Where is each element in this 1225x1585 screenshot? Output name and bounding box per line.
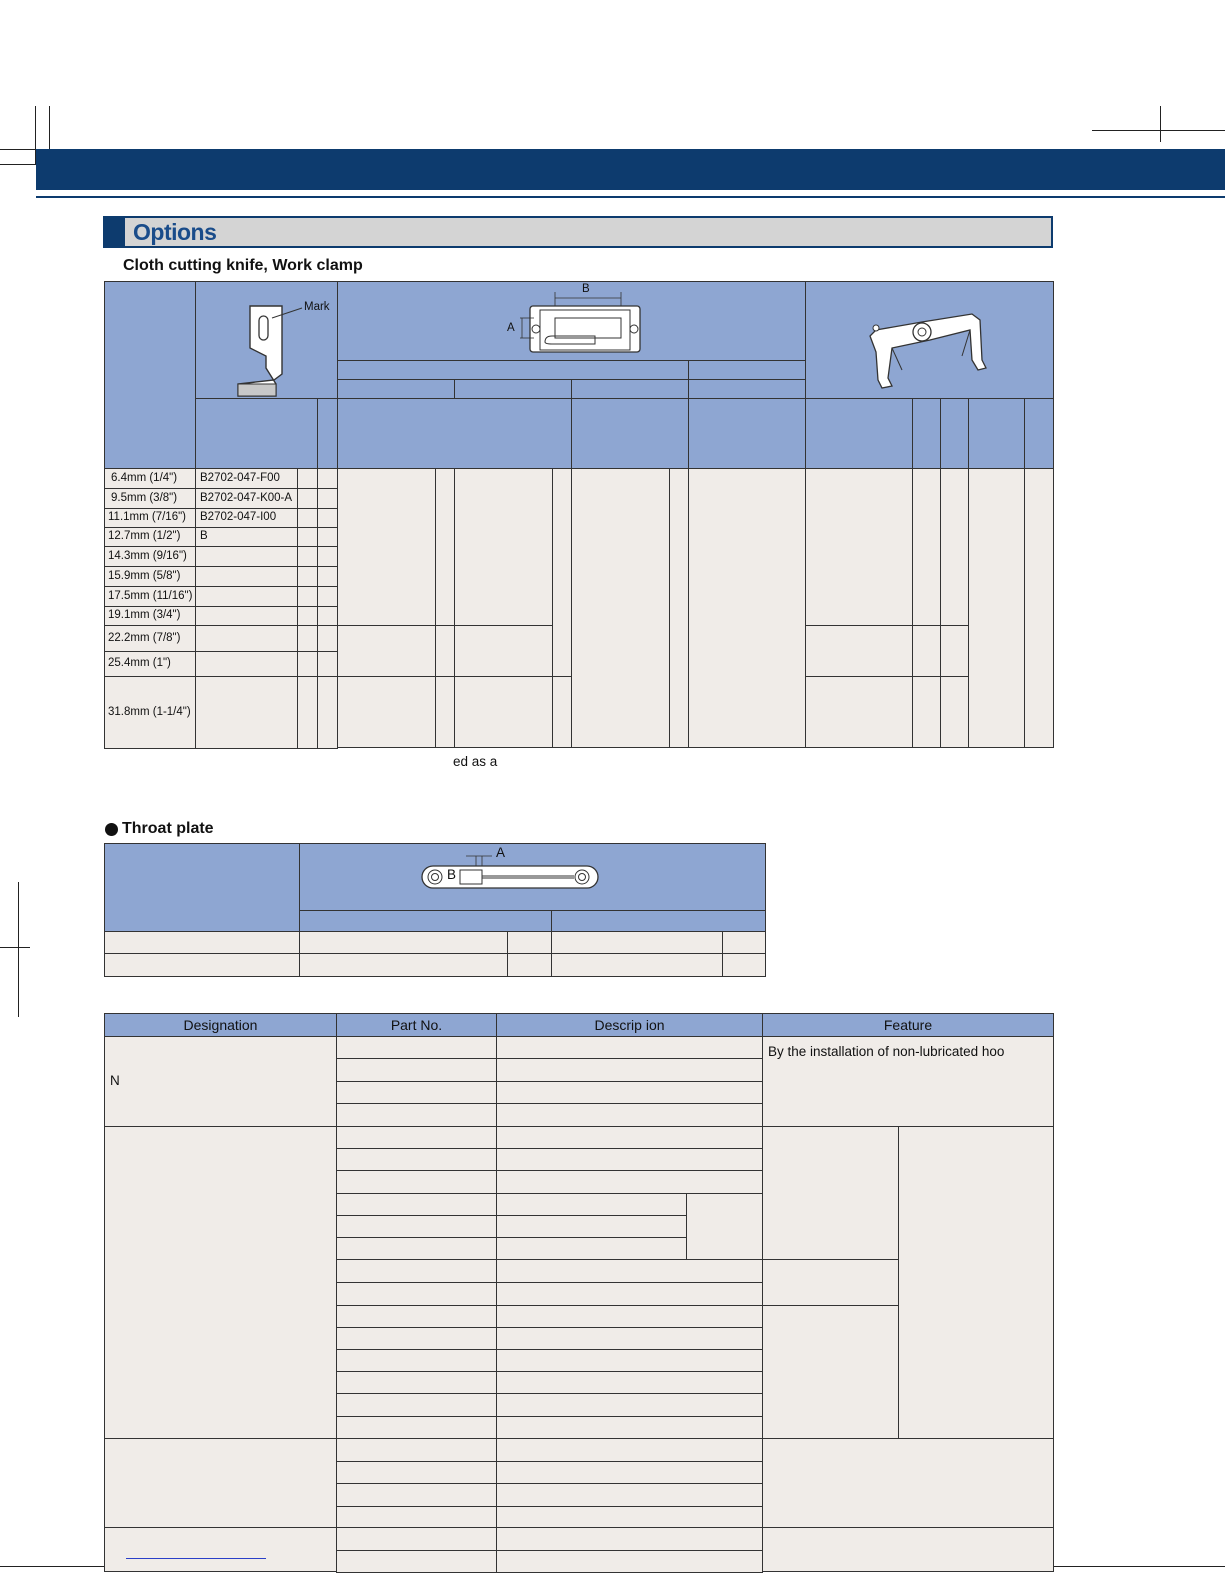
knife-qty-cell bbox=[297, 586, 318, 607]
section-title-throat-plate: Throat plate bbox=[122, 820, 214, 837]
size-text: 9.5mm (3/8") bbox=[111, 491, 178, 504]
description-cell bbox=[496, 1193, 687, 1216]
knife-part-cell bbox=[195, 606, 298, 626]
knife-part-number: B2702-047-K00-A bbox=[200, 491, 293, 504]
size-text: 11.1mm (7/16") bbox=[108, 511, 187, 523]
table2-cell bbox=[722, 931, 766, 954]
part-no-cell bbox=[336, 1148, 497, 1171]
part-no-cell bbox=[336, 1327, 497, 1350]
knife-part-cell bbox=[195, 586, 298, 607]
bullet-icon bbox=[105, 823, 118, 836]
table1-merged-cell bbox=[435, 676, 455, 748]
description-cell bbox=[496, 1527, 763, 1551]
part-no-cell bbox=[336, 1081, 497, 1104]
knife-qty-cell bbox=[297, 676, 318, 749]
crop-mark bbox=[0, 164, 36, 165]
table2-cell bbox=[507, 931, 552, 954]
knife-qty-cell bbox=[317, 651, 338, 677]
table2-cell bbox=[551, 953, 723, 977]
designation-cell bbox=[104, 1527, 337, 1572]
knife-part-cell bbox=[195, 546, 298, 567]
knife-qty-cell bbox=[317, 676, 338, 749]
size-cell bbox=[104, 651, 196, 677]
throat-dim-b: B bbox=[447, 867, 457, 882]
header-part-no: Part No. bbox=[336, 1013, 497, 1037]
description-cell bbox=[496, 1327, 763, 1350]
header-band bbox=[36, 149, 1225, 190]
table1-merged-cell bbox=[912, 676, 941, 748]
table1-merged-cell bbox=[435, 625, 455, 677]
size-text: 14.3mm (9/16") bbox=[108, 549, 187, 562]
knife-part-cell bbox=[195, 676, 298, 749]
size-cell bbox=[104, 488, 196, 509]
size-text: 25.4mm (1") bbox=[108, 657, 171, 669]
table1-merged-cell bbox=[454, 468, 553, 626]
description-cell bbox=[496, 1305, 763, 1328]
table1-merged-cell bbox=[940, 676, 969, 748]
table2-header-sub2 bbox=[551, 910, 766, 932]
feature-cell bbox=[762, 1305, 899, 1439]
table1-merged-cell bbox=[968, 468, 1025, 748]
part-no-cell bbox=[336, 1483, 497, 1507]
part-no-cell bbox=[336, 1550, 497, 1573]
table1-header-plate-group-a bbox=[337, 360, 689, 380]
size-cell bbox=[104, 606, 196, 626]
size-text: 17.5mm (11/16") bbox=[108, 589, 193, 602]
crop-mark bbox=[0, 947, 30, 948]
description-cell bbox=[496, 1237, 687, 1260]
part-no-cell bbox=[336, 1371, 497, 1394]
knife-qty-cell bbox=[297, 651, 318, 677]
knife-part-cell bbox=[195, 566, 298, 587]
table1-merged-cell bbox=[912, 625, 941, 677]
knife-qty-cell bbox=[297, 468, 318, 489]
table1-merged-cell bbox=[940, 468, 969, 626]
feature-cell bbox=[762, 1438, 1054, 1528]
knife-qty-cell bbox=[317, 508, 338, 528]
table1-header-plate-c4 bbox=[688, 379, 806, 399]
size-text: 31.8mm (1-1/4") bbox=[108, 705, 191, 718]
table1-merged-cell bbox=[337, 468, 436, 626]
table1-merged-cell bbox=[669, 468, 689, 748]
size-text: 6.4mm (1/4") bbox=[111, 471, 178, 484]
description-cell bbox=[496, 1416, 763, 1439]
table1-merged-cell bbox=[454, 676, 553, 748]
part-no-cell bbox=[336, 1527, 497, 1551]
knife-qty-cell bbox=[297, 606, 318, 626]
part-no-cell bbox=[336, 1126, 497, 1149]
feature-cell bbox=[762, 1527, 1054, 1572]
size-cell bbox=[104, 625, 196, 652]
table1-merged-cell bbox=[552, 468, 572, 677]
knife-part-cell bbox=[195, 488, 298, 509]
header-designation: Designation bbox=[104, 1013, 337, 1037]
table2-cell bbox=[722, 953, 766, 977]
description-cell bbox=[496, 1349, 763, 1372]
plate-dim-b: B bbox=[582, 283, 590, 295]
knife-qty-cell bbox=[297, 488, 318, 509]
feature-text: By the installation of non-lubricated hoo bbox=[768, 1044, 1005, 1059]
description-cell bbox=[496, 1036, 763, 1059]
table1-merged-cell bbox=[1024, 468, 1054, 748]
feature-cell bbox=[898, 1126, 1054, 1439]
table1-merged-cell bbox=[805, 625, 913, 677]
footer-link-underline[interactable] bbox=[126, 1558, 266, 1559]
description-cell bbox=[496, 1506, 763, 1528]
size-cell bbox=[104, 527, 196, 547]
knife-qty-cell bbox=[317, 468, 338, 489]
knife-mark-label: Mark bbox=[304, 301, 330, 313]
header-rule bbox=[36, 196, 1225, 198]
part-no-cell bbox=[336, 1215, 497, 1238]
table1-header-col-size bbox=[104, 281, 196, 469]
knife-part-number: B2702-047-F00 bbox=[200, 471, 280, 484]
table2-header-col1 bbox=[104, 843, 300, 932]
part-no-cell bbox=[336, 1237, 497, 1260]
knife-qty-cell bbox=[317, 527, 338, 547]
knife-qty-cell bbox=[297, 566, 318, 587]
part-no-cell bbox=[336, 1282, 497, 1306]
part-no-cell bbox=[336, 1349, 497, 1372]
crop-mark bbox=[1092, 130, 1225, 131]
knife-qty-cell bbox=[297, 546, 318, 567]
table2-cell bbox=[104, 953, 300, 977]
description-cell bbox=[496, 1282, 763, 1306]
knife-part-cell bbox=[195, 527, 298, 547]
crop-mark bbox=[18, 882, 19, 1017]
crop-mark bbox=[49, 106, 50, 150]
table1-header-knife-sub2 bbox=[317, 398, 338, 469]
table1-merged-cell bbox=[337, 676, 436, 748]
table2-cell bbox=[551, 931, 723, 954]
knife-qty-cell bbox=[317, 566, 338, 587]
table1-merged-cell bbox=[805, 468, 913, 626]
table1-merged-cell bbox=[454, 625, 553, 677]
description-cell bbox=[496, 1103, 763, 1127]
table1-header-plate-d2 bbox=[571, 398, 689, 469]
size-cell bbox=[104, 468, 196, 489]
knife-qty-cell bbox=[317, 488, 338, 509]
knife-part-number: B bbox=[200, 530, 208, 542]
part-no-cell bbox=[336, 1259, 497, 1283]
feature-cell bbox=[762, 1126, 899, 1260]
designation-text: N bbox=[110, 1073, 120, 1088]
part-no-cell bbox=[336, 1506, 497, 1528]
options-title: Options bbox=[133, 219, 217, 245]
table1-note: ed as a bbox=[453, 754, 498, 769]
description-cell bbox=[496, 1058, 763, 1082]
description-cell bbox=[496, 1483, 763, 1507]
description-cell bbox=[496, 1170, 763, 1194]
header-feature: Feature bbox=[762, 1013, 1054, 1037]
knife-qty-cell bbox=[317, 625, 338, 652]
table2-cell bbox=[507, 953, 552, 977]
size-cell bbox=[104, 566, 196, 587]
description-cell bbox=[496, 1461, 763, 1484]
section-title-knife: Cloth cutting knife, Work clamp bbox=[123, 257, 363, 274]
knife-part-cell bbox=[195, 625, 298, 652]
table2-cell bbox=[299, 953, 508, 977]
table1-header-clamp-e4 bbox=[968, 398, 1025, 469]
designation-cell bbox=[104, 1438, 337, 1528]
knife-part-cell bbox=[195, 508, 298, 528]
feature-cell bbox=[762, 1036, 1054, 1127]
table1-header-plate-d1 bbox=[337, 398, 572, 469]
table1-header-plate-group-b bbox=[688, 360, 806, 380]
table1-header-clamp-e5 bbox=[1024, 398, 1054, 469]
plate-dim-a: A bbox=[507, 322, 515, 334]
part-no-cell bbox=[336, 1416, 497, 1439]
table1-merged-cell bbox=[571, 468, 670, 748]
table1-header-clamp-e1 bbox=[805, 398, 913, 469]
part-no-cell bbox=[336, 1193, 497, 1216]
table1-merged-cell bbox=[912, 468, 941, 626]
work-clamp-illustration bbox=[862, 300, 992, 392]
table1-header-clamp-e3 bbox=[940, 398, 969, 469]
table1-merged-cell bbox=[435, 468, 455, 626]
table1-merged-cell bbox=[688, 468, 806, 748]
knife-qty-cell bbox=[317, 606, 338, 626]
part-no-cell bbox=[336, 1170, 497, 1194]
knife-qty-cell bbox=[297, 527, 318, 547]
table1-merged-cell bbox=[552, 676, 572, 748]
knife-part-cell bbox=[195, 651, 298, 677]
part-no-cell bbox=[336, 1438, 497, 1462]
feature-cell bbox=[686, 1193, 763, 1260]
crop-mark bbox=[1160, 106, 1161, 142]
knife-qty-cell bbox=[317, 586, 338, 607]
description-cell bbox=[496, 1438, 763, 1462]
size-text: 15.9mm (5/8") bbox=[108, 569, 181, 582]
table1-header-plate-d3 bbox=[688, 398, 806, 469]
table1-header-plate-c2 bbox=[454, 379, 572, 399]
knife-qty-cell bbox=[297, 508, 318, 528]
part-no-cell bbox=[336, 1103, 497, 1127]
description-cell bbox=[496, 1081, 763, 1104]
size-text: 22.2mm (7/8") bbox=[108, 631, 181, 644]
part-no-cell bbox=[336, 1036, 497, 1059]
description-cell bbox=[496, 1126, 763, 1149]
description-cell bbox=[496, 1148, 763, 1171]
table2-cell bbox=[104, 931, 300, 954]
size-cell bbox=[104, 676, 196, 749]
part-no-cell bbox=[336, 1461, 497, 1484]
table1-merged-cell bbox=[940, 625, 969, 677]
designation-cell bbox=[104, 1036, 337, 1127]
description-cell bbox=[496, 1215, 687, 1238]
options-marker bbox=[105, 218, 125, 246]
table1-header-clamp-e2 bbox=[912, 398, 941, 469]
cut-plate-illustration bbox=[500, 284, 650, 356]
table1-header-plate-c1 bbox=[337, 379, 455, 399]
throat-dim-a: A bbox=[496, 845, 506, 860]
table1-header-plate-c3 bbox=[571, 379, 689, 399]
size-text: 12.7mm (1/2") bbox=[108, 530, 181, 542]
size-cell bbox=[104, 586, 196, 607]
table1-merged-cell bbox=[805, 676, 913, 748]
knife-qty-cell bbox=[317, 546, 338, 567]
description-cell bbox=[496, 1550, 763, 1573]
part-no-cell bbox=[336, 1305, 497, 1328]
size-cell bbox=[104, 546, 196, 567]
knife-part-number: B2702-047-I00 bbox=[200, 511, 277, 523]
table2-cell bbox=[299, 931, 508, 954]
designation-cell bbox=[104, 1126, 337, 1439]
part-no-cell bbox=[336, 1393, 497, 1417]
description-cell bbox=[496, 1371, 763, 1394]
knife-part-cell bbox=[195, 468, 298, 489]
size-cell bbox=[104, 508, 196, 528]
description-cell bbox=[496, 1259, 763, 1283]
table1-header-knife-sub bbox=[195, 398, 318, 469]
part-no-cell bbox=[336, 1058, 497, 1082]
table1-merged-cell bbox=[337, 625, 436, 677]
table2-header-sub1 bbox=[299, 910, 552, 932]
description-cell bbox=[496, 1393, 763, 1417]
options-heading-bar bbox=[103, 216, 1053, 248]
knife-qty-cell bbox=[297, 625, 318, 652]
size-text: 19.1mm (3/4") bbox=[108, 609, 181, 621]
feature-cell bbox=[762, 1259, 899, 1306]
header-description: Descrip ion bbox=[496, 1013, 763, 1037]
